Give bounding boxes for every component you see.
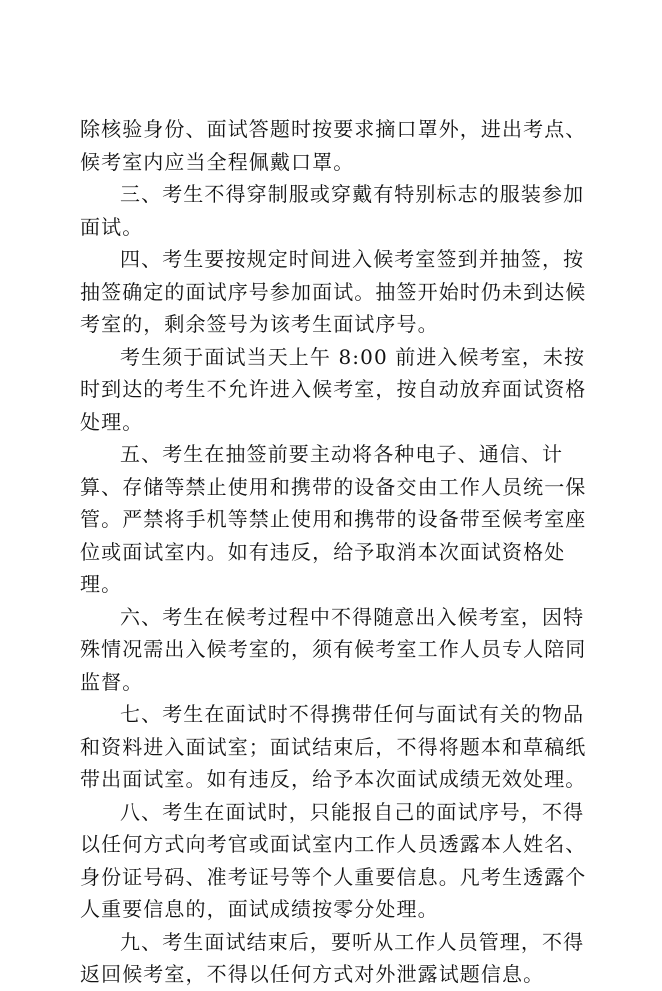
paragraph-rule-3: 三、考生不得穿制服或穿戴有特别标志的服装参加面试。 — [80, 182, 585, 239]
paragraph-arrival-time: 考生须于面试当天上午 8:00 前进入候考室，未按时到达的考生不允许进入候考室，按自动放弃面试资格处理。 — [80, 344, 587, 434]
paragraph-rule-5: 五、考生在抽签前要主动将各种电子、通信、计算、存储等禁止使用和携带的设备交由工作人员统一保管。严禁将手机等禁止使用和携带的设备带至候考室座位或面试室内。如有违反，给予取消本次面试资格处理。 — [80, 442, 587, 596]
document-page — [80, 113, 590, 991]
paragraph-rule-6: 六、考生在候考过程中不得随意出入候考室，因特殊情况需出入候考室的，须有候考室工作人员专人陪同监督。 — [80, 604, 587, 694]
paragraph-rule-4: 四、考生要按规定时间进入候考室签到并抽签，按抽签确定的面试序号参加面试。抽签开始时仍未到达候考室的，剩余签号为该考生面试序号。 — [80, 247, 587, 336]
paragraph-continuation-mask: 除核验身份、面试答题时按要求摘口罩外，进出考点、候考室内应当全程佩戴口罩。 — [80, 117, 587, 174]
paragraph-rule-8: 八、考生在面试时，只能报自己的面试序号，不得以任何方式向考官或面试室内工作人员透露本人姓名、身份证号码、准考证号等个人重要信息。凡考生透露个人重要信息的，面试成绩按零分处理。 — [80, 799, 587, 921]
paragraph-rule-7: 七、考生在面试时不得携带任何与面试有关的物品和资料进入面试室；面试结束后，不得将题本和草稿纸带出面试室。如有违反，给予本次面试成绩无效处理。 — [80, 702, 587, 791]
paragraph-rule-9: 九、考生面试结束后，要听从工作人员管理，不得返回候考室，不得以任何方式对外泄露试题信息。 — [80, 929, 585, 986]
